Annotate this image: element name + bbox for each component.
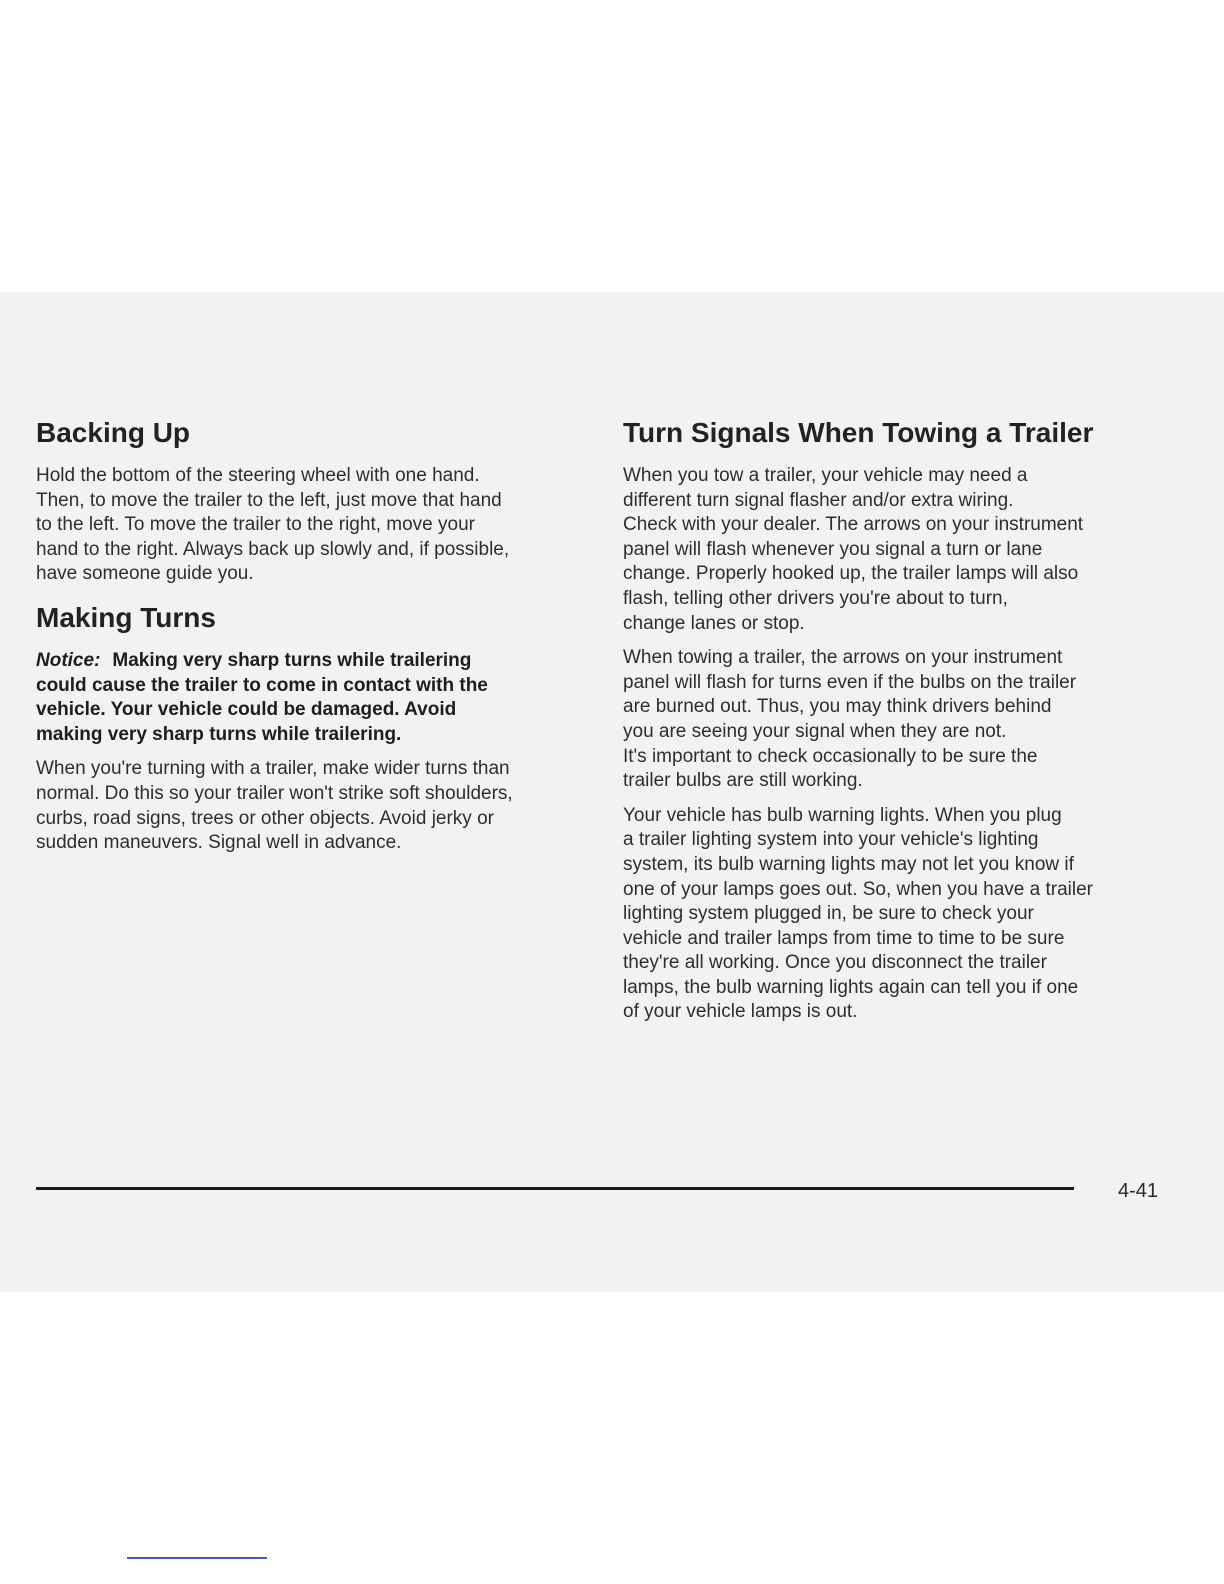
text-line: of your vehicle lamps is out.: [623, 1001, 858, 1023]
text-line: lighting system plugged in, be sure to check your: [623, 903, 1034, 925]
text-line: vehicle. Your vehicle could be damaged. Avoid: [36, 699, 457, 721]
text-line: could cause the trailer to come in contact with the: [36, 674, 488, 696]
text-line: lamps, the bulb warning lights again can tell you if one: [623, 976, 1079, 998]
left-column: [36, 402, 591, 856]
text-line: [36, 649, 591, 674]
text-line: Then, to move the trailer to the left, just move that hand: [36, 489, 502, 511]
text-line: you are seeing your signal when they are not.: [623, 720, 1007, 742]
backing-up-heading: Backing Up: [36, 417, 191, 448]
text-line: When towing a trailer, the arrows on your instrument: [623, 647, 1063, 669]
text-line: have someone guide you.: [36, 563, 254, 585]
text-line: change lanes or stop.: [623, 612, 805, 634]
backing-up-section: [36, 402, 591, 587]
turn-signals-paragraph-3: [623, 804, 1188, 1025]
making-turns-paragraph: [36, 757, 591, 855]
text-line: Hold the bottom of the steering wheel with one hand.: [36, 465, 480, 486]
text-line: panel will flash for turns even if the bulbs on the trailer: [623, 671, 1077, 693]
text-line: vehicle and trailer lamps from time to time to be sure: [623, 927, 1065, 949]
text-line: to the left. To move the trailer to the right, move your: [36, 514, 475, 536]
text-line: are burned out. Thus, you may think drivers behind: [623, 696, 1052, 718]
notice-label: Notice:: [36, 649, 101, 671]
right-column: [623, 402, 1188, 1025]
underline-mark: [127, 1557, 267, 1559]
text-line: hand to the right. Always back up slowly and, if possible,: [36, 538, 510, 560]
text-line: system, its bulb warning lights may not let you know if: [623, 853, 1074, 875]
text-line: change. Properly hooked up, the trailer lamps will also: [623, 563, 1079, 585]
notice-text: Making very sharp turns while trailering: [112, 649, 472, 671]
text-line: Your vehicle has bulb warning lights. When you plug: [623, 804, 1062, 826]
text-line: different turn signal flasher and/or extra wiring.: [623, 489, 1014, 511]
turn-signals-section: [623, 402, 1188, 1025]
text-line: making very sharp turns while trailering.: [36, 723, 402, 745]
text-line: When you tow a trailer, your vehicle may need a: [623, 465, 1028, 486]
turn-signals-paragraph-1: [623, 464, 1188, 636]
text-line: normal. Do this so your trailer won't strike soft shoulders,: [36, 782, 513, 804]
page-number: 4-41: [1118, 1180, 1159, 1202]
making-turns-heading: Making Turns: [36, 601, 216, 633]
text-line: one of your lamps goes out. So, when you have a trailer: [623, 878, 1093, 900]
text-line: flash, telling other drivers you're about to turn,: [623, 587, 1008, 609]
text-line: trailer bulbs are still working.: [623, 770, 863, 792]
text-line: a trailer lighting system into your vehicle's lighting: [623, 829, 1039, 851]
turn-signals-heading: Turn Signals When Towing a Trailer: [623, 417, 1094, 448]
text-line: panel will flash whenever you signal a turn or lane: [623, 538, 1043, 560]
footer-rule: [36, 1187, 1074, 1190]
text-line: When you're turning with a trailer, make wider turns than: [36, 758, 510, 780]
text-line: Check with your dealer. The arrows on your instrument: [623, 514, 1084, 536]
backing-up-paragraph: [36, 464, 591, 587]
text-line: they're all working. Once you disconnect the trailer: [623, 952, 1047, 974]
text-line: curbs, road signs, trees or other objects. Avoid jerky or: [36, 807, 494, 829]
text-line: It's important to check occasionally to be sure the: [623, 745, 1038, 767]
notice-paragraph: [36, 649, 591, 747]
making-turns-section: [36, 587, 591, 856]
turn-signals-paragraph-2: [623, 646, 1188, 794]
text-line: sudden maneuvers. Signal well in advance.: [36, 832, 402, 854]
